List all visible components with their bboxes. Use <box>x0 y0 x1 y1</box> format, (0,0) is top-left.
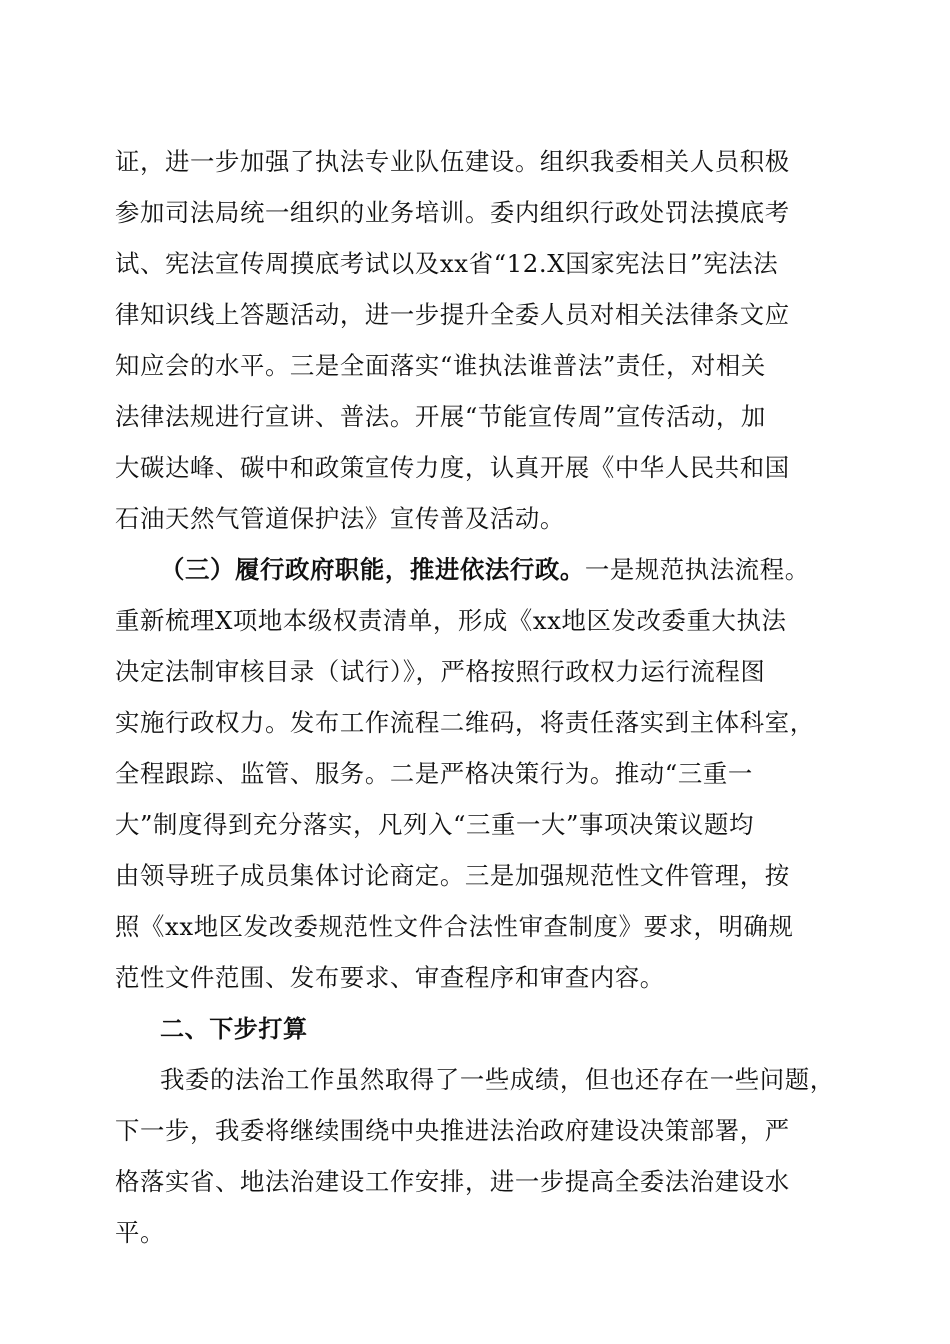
paragraph-text: 一是规范执法流程。 <box>584 555 810 584</box>
paragraph-line: 法律法规进行宣讲、普法。开展“节能宣传周”宣传活动，加 <box>115 402 766 431</box>
paragraph-line: 范性文件范围、发布要求、审查程序和审查内容。 <box>115 963 665 992</box>
paragraph-line: 知应会的水平。三是全面落实“谁执法谁普法”责任，对相关 <box>115 351 766 380</box>
paragraph-line: 石油天然气管道保护法》宣传普及活动。 <box>115 504 565 533</box>
paragraph-line: 全程跟踪、监管、服务。二是严格决策行为。推动“三重一 <box>115 759 753 788</box>
section-heading: 二、下步打算 <box>160 1015 308 1043</box>
paragraph-line: 实施行政权力。发布工作流程二维码，将责任落实到主体科室， <box>115 708 815 737</box>
paragraph-line: 证，进一步加强了执法专业队伍建设。组织我委相关人员积极 <box>115 147 790 176</box>
paragraph-line: 平。 <box>115 1218 165 1247</box>
paragraph-line: 下一步，我委将继续围绕中央推进法治政府建设决策部署，严 <box>115 1116 790 1145</box>
paragraph-line: 照《xx地区发改委规范性文件合法性审查制度》要求，明确规 <box>115 912 794 941</box>
subsection-heading: （三）履行政府职能，推进依法行政。 <box>160 555 585 584</box>
paragraph-first-line <box>160 550 855 590</box>
paragraph-line: 格落实省、地法治建设工作安排，进一步提高全委法治建设水 <box>115 1167 790 1196</box>
paragraph-line: 决定法制审核目录（试行）》，严格按照行政权力运行流程图 <box>115 657 766 686</box>
paragraph-line: 参加司法局统一组织的业务培训。委内组织行政处罚法摸底考 <box>115 198 790 227</box>
paragraph-line: 律知识线上答题活动，进一步提升全委人员对相关法律条文应 <box>115 300 790 329</box>
paragraph-line: 大”制度得到充分落实，凡列入“三重一大”事项决策议题均 <box>115 810 754 839</box>
paragraph-line: 试、宪法宣传周摸底考试以及xx省“12.X国家宪法日”宪法法 <box>115 249 779 278</box>
paragraph-line: 大碳达峰、碳中和政策宣传力度，认真开展《中华人民共和国 <box>115 453 790 482</box>
paragraph-line: 我委的法治工作虽然取得了一些成绩，但也还存在一些问题， <box>160 1065 835 1094</box>
paragraph-line: 重新梳理X项地本级权责清单，形成《xx地区发改委重大执法 <box>115 606 787 635</box>
paragraph-line: 由领导班子成员集体讨论商定。三是加强规范性文件管理，按 <box>115 861 790 890</box>
